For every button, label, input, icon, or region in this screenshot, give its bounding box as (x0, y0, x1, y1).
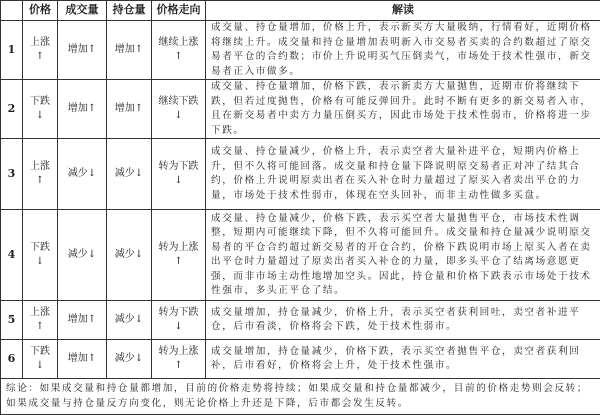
price-label: 上涨 (30, 161, 50, 172)
arrow-down-icon: ↓ (152, 320, 205, 335)
trend-label: 继续上涨 (159, 37, 199, 48)
header-interpretation: 解读 (206, 1, 600, 21)
row-number: 3 (1, 139, 23, 210)
price-label: 上涨 (30, 307, 50, 318)
interpretation-cell: 成交量、持仓量增加，价格上升，表示新买方大量吸纳，行情看好，近期价格将继续上升。成交量和持仓量增加表明新入市交易者买卖的合约数超过了原交易者平仓的合约数；市价上升说明买气压倒卖气，市场处于技术性强市，新交易者正入市做多。 (206, 21, 600, 80)
table-row (1, 340, 600, 379)
open-interest-cell: 减少↓ (107, 301, 152, 340)
price-label: 下跌 (30, 242, 50, 253)
arrow-up-icon: ↑ (152, 50, 205, 65)
trend-cell (152, 340, 206, 379)
header-price-trend: 价格走向 (152, 1, 206, 21)
price-cell (23, 80, 58, 139)
trend-cell (152, 301, 206, 340)
summary-row (1, 379, 600, 415)
volume-cell: 增加↑ (58, 80, 107, 139)
open-interest-cell: 增加↑ (107, 80, 152, 139)
volume-cell: 减少↓ (58, 210, 107, 301)
volume-cell: 增加↑ (58, 301, 107, 340)
trend-label: 转为上涨 (159, 346, 199, 357)
arrow-up-icon: ↑ (23, 50, 57, 65)
trend-label: 转为下跌 (159, 161, 199, 172)
row-number: 6 (1, 340, 23, 379)
trend-label: 转为上涨 (159, 242, 199, 253)
open-interest-cell: 减少↓ (107, 210, 152, 301)
header-row (1, 1, 600, 21)
table-row (1, 21, 600, 80)
arrow-down-icon: ↓ (23, 109, 57, 124)
open-interest-cell: 减少↓ (107, 340, 152, 379)
header-volume: 成交量 (58, 1, 107, 21)
row-number: 4 (1, 210, 23, 301)
trend-cell (152, 21, 206, 80)
price-cell (23, 340, 58, 379)
price-cell (23, 139, 58, 210)
volume-cell: 减少↓ (58, 139, 107, 210)
price-cell (23, 301, 58, 340)
table-row (1, 139, 600, 210)
header-price: 价格 (23, 1, 58, 21)
arrow-up-icon: ↑ (152, 255, 205, 270)
table-row (1, 80, 600, 139)
price-cell (23, 21, 58, 80)
trend-cell (152, 139, 206, 210)
summary-text: 综论：如果成交量和持仓量都增加，目前的价格走势将持续；如果成交量和持仓量都减少，目前的价格走势则会反转；如果成交量与持仓量反方向变化，则无论价格上升还是下降，后市都会发生反转。 (1, 379, 600, 415)
price-label: 上涨 (30, 37, 50, 48)
table-row (1, 210, 600, 301)
table-row (1, 301, 600, 340)
price-cell (23, 210, 58, 301)
row-number: 1 (1, 21, 23, 80)
interpretation-cell: 成交量增加，持仓量减少，价格上升，表示买空者获利回吐，卖空者补进平仓，后市看淡，价格将会下跌，处于技术性弱市。 (206, 301, 600, 340)
price-label: 下跌 (30, 96, 50, 107)
price-label: 下跌 (30, 346, 50, 357)
arrow-down-icon: ↓ (23, 359, 57, 374)
arrow-up-icon: ↑ (23, 174, 57, 189)
interpretation-cell: 成交量增加，持仓量减少，价格下跌，表示买空者抛售平仓，卖空者获利回补，后市看好，价格将会上升，处于技术性强市。 (206, 340, 600, 379)
interpretation-cell: 成交量、持仓量减少，价格上升，表示卖空者大量补进平仓，短期内价格上升，但不久将可能回落。成交量和持仓量下降说明原交易者正对冲了结其合约，价格上升说明原卖出者在买入补仓时力量超过了原买入者卖出平仓的力量，市场处于技术性弱市，体现在空头回补，而非主动性做多买盘。 (206, 139, 600, 210)
trend-cell (152, 210, 206, 301)
volume-cell: 增加↑ (58, 21, 107, 80)
volume-cell: 增加↑ (58, 340, 107, 379)
interpretation-cell: 成交量、持仓量减少，价格下跌，表示买空者大量抛售平仓，市场技术性调整，短期内可能继续下降，但不久将可能回升。成交量和持仓量减少说明原交易者的平仓合约超过新交易者的开仓合约，价格下跌说明市场上原买入者在卖出平仓时力量超过了原卖出者买入补仓的力量，即多头平仓了结离场意愿更强，而非市场主动性地增加空头。因此，持仓量和价格下跌表示市场处于技术性强市，多头正平仓了结。 (206, 210, 600, 301)
row-number: 2 (1, 80, 23, 139)
arrow-down-icon: ↓ (152, 109, 205, 124)
header-open-interest: 持仓量 (107, 1, 152, 21)
trend-label: 转为下跌 (159, 307, 199, 318)
header-index (1, 1, 23, 21)
trend-cell (152, 80, 206, 139)
arrow-up-icon: ↑ (152, 359, 205, 374)
interpretation-cell: 成交量、持仓量增加，价格下跌，表示新卖方大量抛售，近期市价将继续下跌，但若过度抛售，价格有可能反弹回升。此时不断有更多的新交易者入市，且在新交易者中卖方力量压倒买方，因此市场处于技术性弱市，价格将进一步下跌。 (206, 80, 600, 139)
arrow-down-icon: ↓ (152, 174, 205, 189)
row-number: 5 (1, 301, 23, 340)
trend-label: 继续下跌 (159, 96, 199, 107)
arrow-up-icon: ↑ (23, 320, 57, 335)
arrow-down-icon: ↓ (23, 255, 57, 270)
open-interest-cell: 增加↑ (107, 21, 152, 80)
open-interest-cell: 减少↓ (107, 139, 152, 210)
